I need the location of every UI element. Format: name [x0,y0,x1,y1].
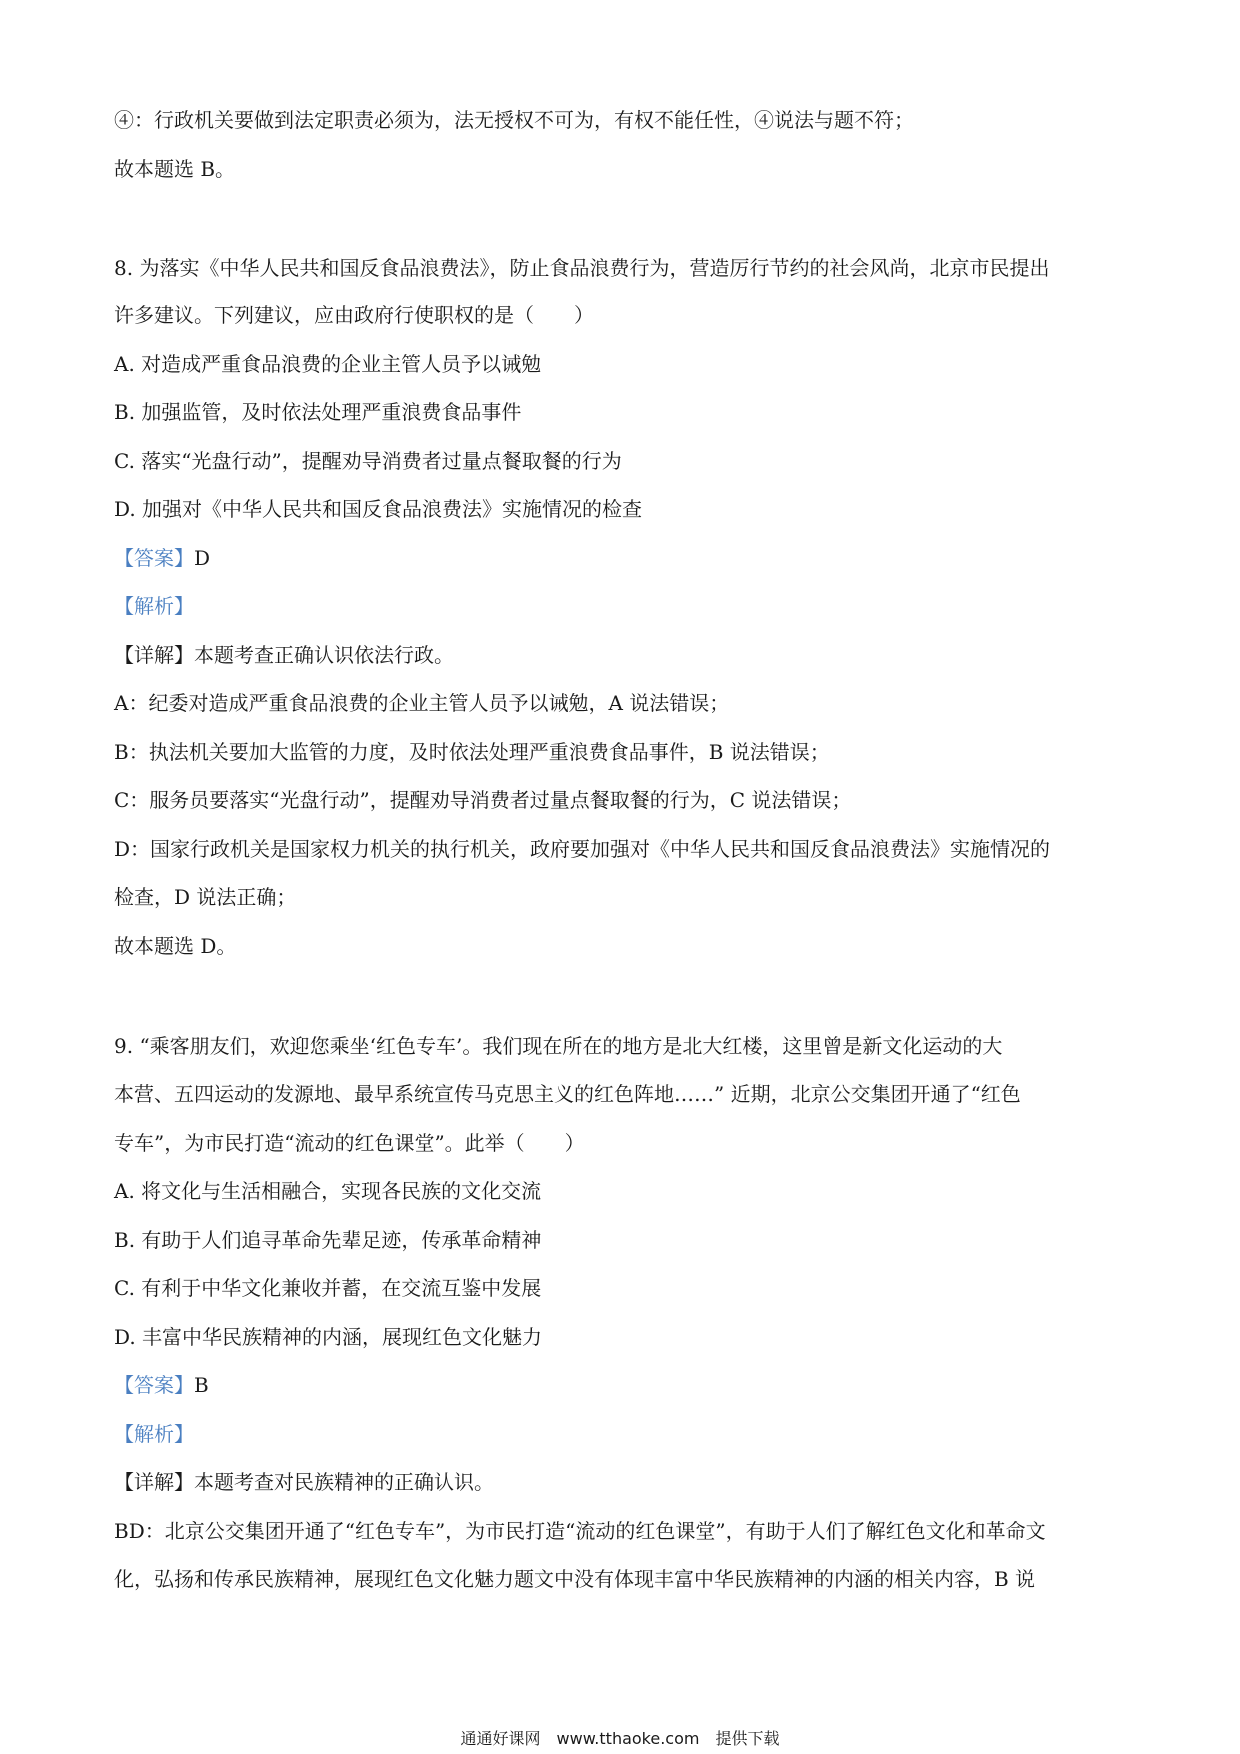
option-b: B. 有助于人们追寻革命先辈足迹，传承革命精神 [114,1228,542,1252]
option-a: A. 将文化与生活相融合，实现各民族的文化交流 [114,1179,542,1203]
answer-line [114,1371,1130,1399]
question-9-stem: 9. “乘客朋友们，欢迎您乘坐‘红色专车’。我们现在所在的地方是北大红楼，这里曾是新文化运动的大 [114,1034,1003,1058]
option-d: D. 加强对《中华人民共和国反食品浪费法》实施情况的检查 [114,497,643,521]
detail-line: 【详解】本题考查对民族精神的正确认识。 [114,1470,494,1494]
question-9-stem: 专车”，为市民打造“流动的红色课堂”。此举（ ） [114,1131,585,1155]
conclusion-line: 故本题选 D。 [114,934,237,958]
answer-line [114,544,1130,572]
text-line: ④：行政机关要做到法定职责必须为，法无授权不可为，有权不能任性，④说法与题不符； [114,108,914,132]
answer-value: B [194,1373,209,1397]
analysis-tag: 【解析】 [114,594,194,618]
answer-value: D [194,546,211,570]
option-a: A. 对造成严重食品浪费的企业主管人员予以诫勉 [114,352,542,376]
explanation-line: A：纪委对造成严重食品浪费的企业主管人员予以诫勉，A 说法错误； [114,691,730,715]
explanation-line: BD：北京公交集团开通了“红色专车”，为市民打造“流动的红色课堂”，有助于人们了解红色文化和革命文 [114,1519,1046,1543]
option-c: C. 有利于中华文化兼收并蓄，在交流互鉴中发展 [114,1276,542,1300]
option-d: D. 丰富中华民族精神的内涵，展现红色文化魅力 [114,1325,543,1349]
question-9-stem: 本营、五四运动的发源地、最早系统宣传马克思主义的红色阵地……” 近期，北京公交集团开通了“红色 [114,1082,1021,1106]
explanation-line: D：国家行政机关是国家权力机关的执行机关，政府要加强对《中华人民共和国反食品浪费法》实施情况的 [114,837,1051,861]
answer-tag: 【答案】 [114,546,194,570]
explanation-line: 检查，D 说法正确； [114,885,297,909]
option-c: C. 落实“光盘行动”，提醒劝导消费者过量点餐取餐的行为 [114,449,622,473]
analysis-tag: 【解析】 [114,1422,194,1446]
option-b: B. 加强监管，及时依法处理严重浪费食品事件 [114,400,522,424]
page-footer: 通通好课网 www.tthaoke.com 提供下载 [460,1729,780,1748]
detail-line: 【详解】本题考查正确认识依法行政。 [114,643,454,667]
question-8-stem: 8. 为落实《中华人民共和国反食品浪费法》，防止食品浪费行为，营造厉行节约的社会风尚，北京市民提出 [114,256,1050,280]
question-8-stem: 许多建议。下列建议，应由政府行使职权的是（ ） [114,303,594,327]
explanation-line: B：执法机关要加大监管的力度，及时依法处理严重浪费食品事件，B 说法错误； [114,740,830,764]
text-line: 故本题选 B。 [114,157,236,181]
answer-tag: 【答案】 [114,1373,194,1397]
explanation-line: 化，弘扬和传承民族精神，展现红色文化魅力题文中没有体现丰富中华民族精神的内涵的相关内容，B 说 [114,1567,1036,1591]
explanation-line: C：服务员要落实“光盘行动”，提醒劝导消费者过量点餐取餐的行为，C 说法错误； [114,788,852,812]
